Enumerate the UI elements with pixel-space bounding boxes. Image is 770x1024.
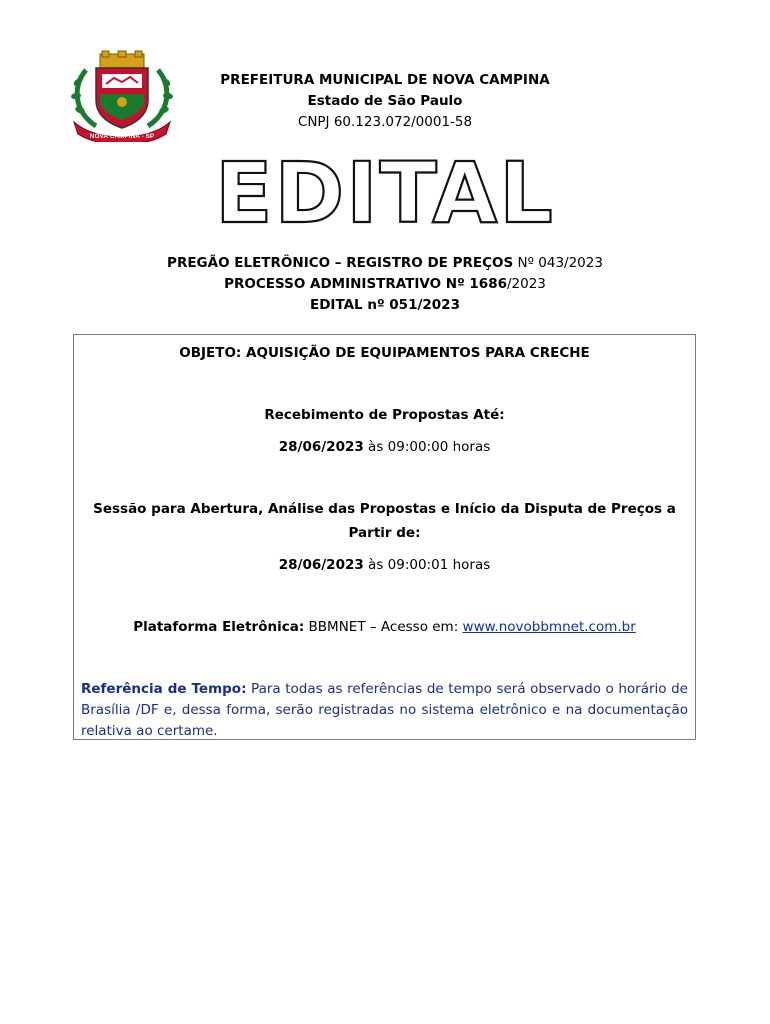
sessao-label-line1: Sessão para Abertura, Análise das Propostas e Início da Disputa de Preços a: [93, 501, 676, 517]
sessao-time: às 09:00:01 horas: [363, 557, 491, 573]
recebimento-datetime: [74, 439, 695, 455]
municipality-name: PREFEITURA MUNICIPAL DE NOVA CAMPINA: [220, 72, 550, 88]
plataforma-text: BBMNET – Acesso em:: [304, 619, 463, 635]
referencia-tempo: [81, 679, 688, 742]
pregao-label: PREGÃO ELETRÔNICO – REGISTRO DE PREÇOS: [167, 255, 514, 271]
processo-label: PROCESSO ADMINISTRATIVO Nº 1686: [224, 276, 507, 292]
state-name: Estado de São Paulo: [307, 93, 463, 109]
referencia-text: Para todas as referências de tempo será observado o horário de Brasília /DF e, dessa forma, serão registradas no sistema eletrônico e na documentação relativa ao certame.: [81, 681, 688, 739]
info-box: [73, 334, 696, 740]
sessao-datetime: [74, 557, 695, 573]
recebimento-label: Recebimento de Propostas Até:: [264, 407, 505, 423]
page-header: [160, 70, 610, 133]
pregao-line: [90, 253, 680, 274]
sessao-label-line2: Partir de:: [348, 525, 421, 541]
plataforma-link[interactable]: www.novobbmnet.com.br: [462, 619, 636, 635]
plataforma-line: [74, 619, 695, 635]
pregao-number: Nº 043/2023: [513, 255, 603, 271]
processo-line: [90, 274, 680, 295]
referencia-label: Referência de Tempo:: [81, 681, 247, 697]
document-identifiers: [90, 253, 680, 316]
edital-number: EDITAL nº 051/2023: [310, 297, 460, 313]
recebimento-date: 28/06/2023: [278, 439, 364, 455]
plataforma-label: Plataforma Eletrônica:: [133, 619, 305, 635]
objeto-text: OBJETO: AQUISIÇÃO DE EQUIPAMENTOS PARA CRECHE: [179, 345, 590, 361]
crest-banner-text: NOVA CAMPINA - SP: [89, 133, 155, 140]
sessao-date: 28/06/2023: [278, 557, 364, 573]
recebimento-time: às 09:00:00 horas: [363, 439, 491, 455]
edital-title: [210, 156, 560, 236]
processo-year: /2023: [506, 276, 546, 292]
cnpj-number: CNPJ 60.123.072/0001-58: [297, 114, 473, 130]
svg-text:EDITAL: EDITAL: [215, 156, 555, 236]
